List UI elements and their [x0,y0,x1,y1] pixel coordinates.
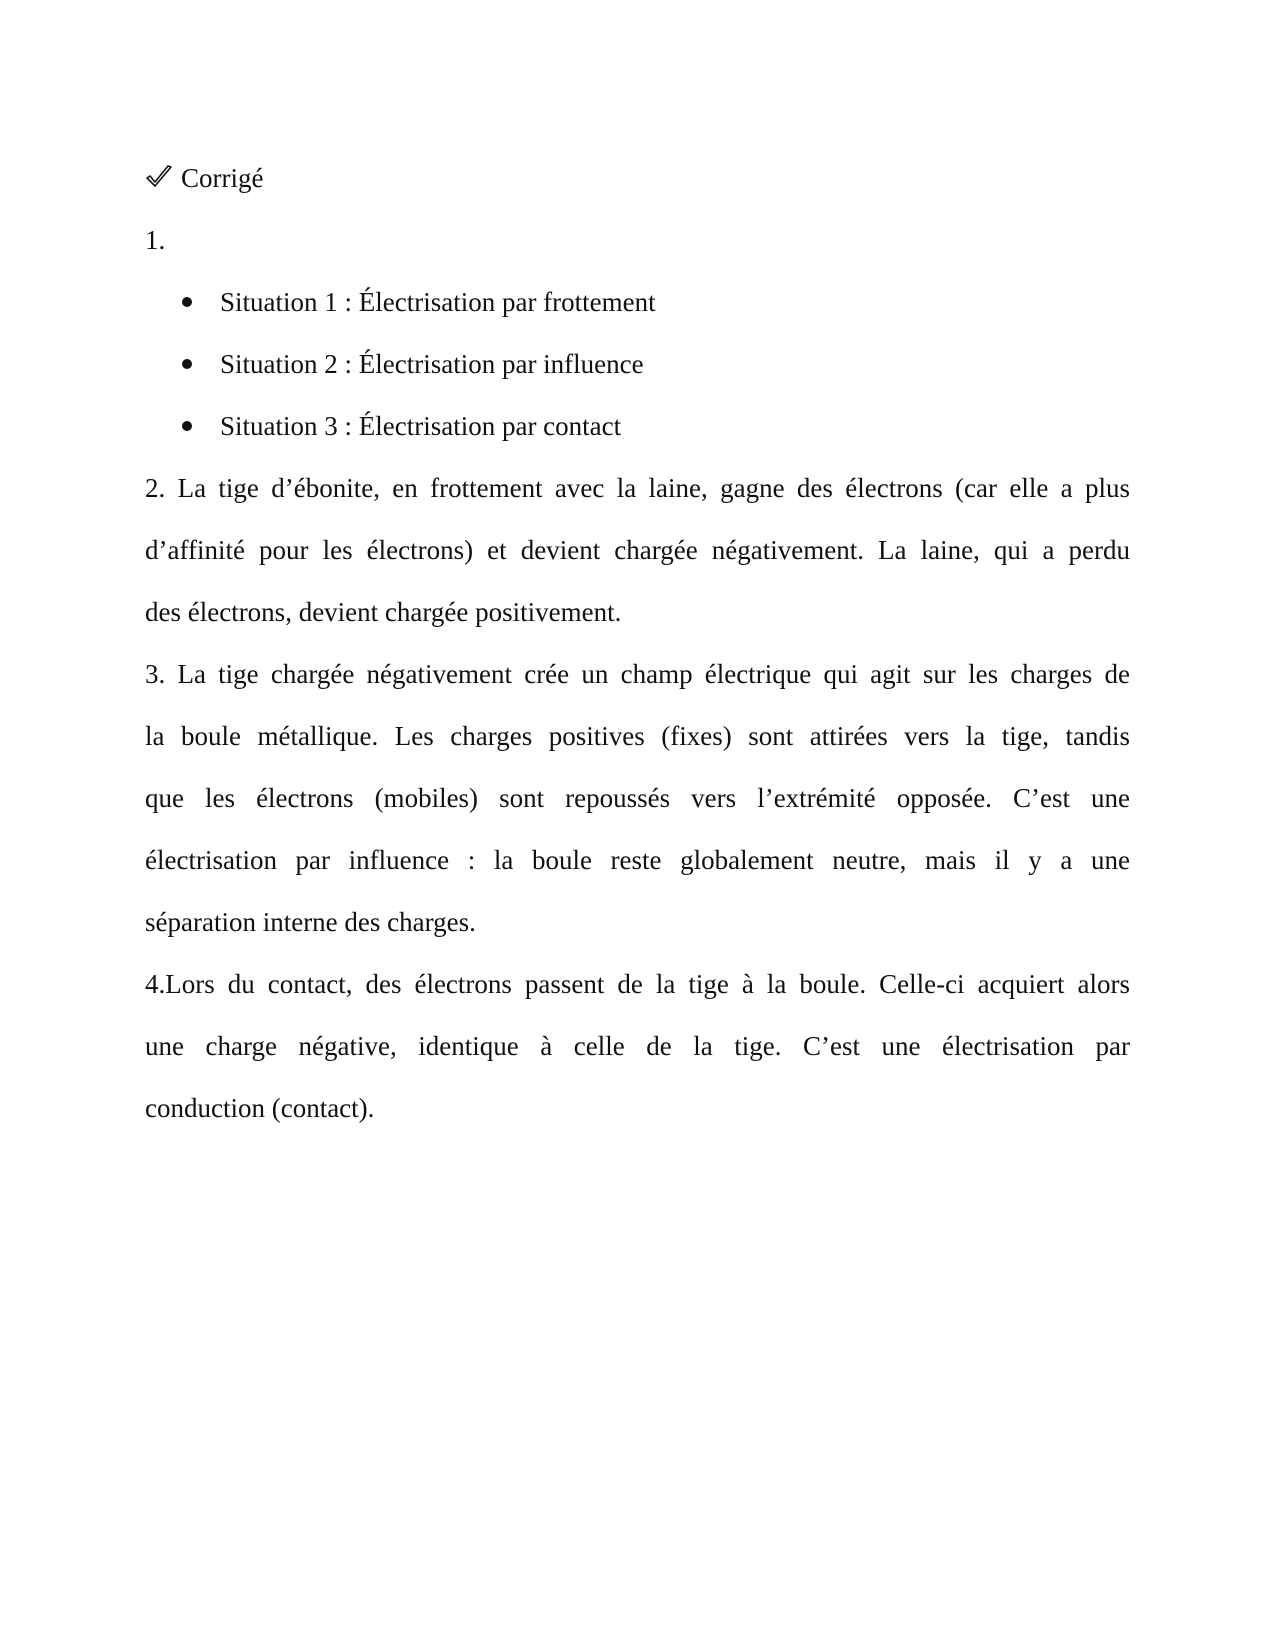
list-item-text: Situation 2 : Électrisation par influence [220,349,644,379]
question-3-line: séparation interne des charges. [145,907,476,937]
heading-text: Corrigé [181,163,264,193]
question-4-line: 4.Lors du contact, des électrons passent de la tige à la boule. Celle-ci acquiert alors [145,969,1130,999]
question-3-line: 3. La tige chargée négativement crée un champ électrique qui agit sur les charges de [145,659,1130,689]
question-3-line: électrisation par influence : la boule reste globalement neutre, mais il y a une [145,845,1130,875]
list-item-text: Situation 3 : Électrisation par contact [220,411,622,441]
bullet-icon [182,297,192,307]
question-3-line: que les électrons (mobiles) sont repoussés vers l’extrémité opposée. C’est une [145,783,1130,813]
question-3-line: la boule métallique. Les charges positives (fixes) sont attirées vers la tige, tandis [145,721,1130,751]
question-4-line: conduction (contact). [145,1093,375,1123]
bullet-icon [182,359,192,369]
list-item-text: Situation 1 : Électrisation par frottement [220,287,656,317]
bullet-icon [182,421,192,431]
question-2-line: des électrons, devient chargée positivement. [145,597,622,627]
page-title [145,160,1130,196]
check-mark-icon [145,163,173,191]
question-2-line: d’affinité pour les électrons) et devient chargée négativement. La laine, qui a perdu [145,535,1130,565]
question-2-line: 2. La tige d’ébonite, en frottement avec la laine, gagne des électrons (car elle a plus [145,473,1130,503]
question-1-number: 1. [145,225,166,255]
question-4-line: une charge négative, identique à celle de la tige. C’est une électrisation par [145,1031,1130,1061]
